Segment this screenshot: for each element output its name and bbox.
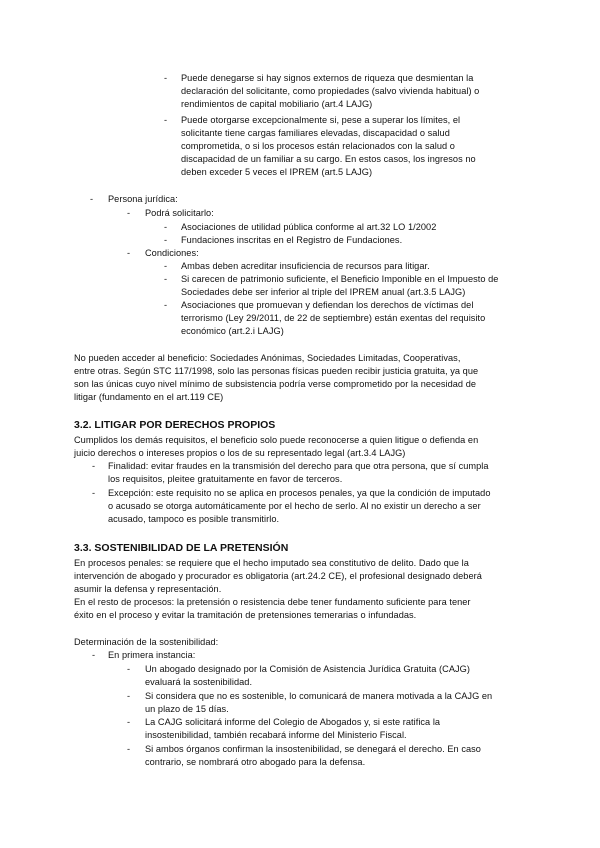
text-line: Puede otorgarse excepcionalmente si, pese a superar los límites, el xyxy=(181,115,461,125)
primera-instancia-label: En primera instancia: xyxy=(108,650,196,660)
text-line: son las únicas cuyo nivel mínimo de subsistencia podría verse comprometido por la necesidad de xyxy=(74,379,477,389)
text-line: rendimientos de capital mobiliario (art.4 LAJG) xyxy=(181,99,373,109)
text-line: Si carecen de patrimonio suficiente, el Beneficio Imponible en el Impuesto de xyxy=(181,274,499,284)
bullet-dash: - xyxy=(127,248,131,258)
text-line: solicitante tiene cargas familiares elevadas, discapacidad o salud xyxy=(181,128,450,138)
determinacion-label: Determinación de la sostenibilidad: xyxy=(74,637,219,647)
text-line: un plazo de 15 días. xyxy=(145,704,229,714)
text-line: Asociaciones que promuevan y defiendan los derechos de víctimas del xyxy=(181,300,474,310)
text-line: litigar (fundamento en el art.119 CE) xyxy=(74,392,224,402)
bullet-dash: - xyxy=(127,691,131,701)
bullet-dash: - xyxy=(164,235,168,245)
text-line: Si considera que no es sostenible, lo comunicará de manera motivada a la CAJG en xyxy=(145,691,493,701)
persona-juridica-label: Persona jurídica: xyxy=(108,194,178,204)
text-line: evaluará la sostenibilidad. xyxy=(145,677,253,687)
bullet-dash: - xyxy=(127,208,131,218)
bullet-dash: - xyxy=(92,461,96,471)
text-line: En procesos penales: se requiere que el hecho imputado sea constitutivo de delito. Dado que la xyxy=(74,558,469,568)
section-heading-3-2: 3.2. LITIGAR POR DERECHOS PROPIOS xyxy=(74,419,276,431)
bullet-dash: - xyxy=(164,115,168,125)
section-heading-3-3: 3.3. SOSTENIBILIDAD DE LA PRETENSIÓN xyxy=(74,542,289,554)
bullet-dash: - xyxy=(164,261,168,271)
text-line: contrario, se nombrará otro abogado para la defensa. xyxy=(145,757,366,767)
bullet-dash: - xyxy=(127,664,131,674)
text-line: Si ambos órganos confirman la insostenibilidad, se denegará el derecho. En caso xyxy=(145,744,481,754)
bullet-dash: - xyxy=(164,222,168,232)
text-line: No pueden acceder al beneficio: Sociedades Anónimas, Sociedades Limitadas, Cooperativas, xyxy=(74,353,461,363)
text-line: éxito en el proceso y evitar la tramitación de pretensiones temerarias o infundadas. xyxy=(74,610,417,620)
text-line: Ambas deben acreditar insuficiencia de recursos para litigar. xyxy=(181,261,430,271)
text-line: insostenibilidad, también recabará informe del Ministerio Fiscal. xyxy=(145,730,407,740)
text-line: declaración del solicitante, como propiedades (salvo vivienda habitual) o xyxy=(181,86,480,96)
text-line: Excepción: este requisito no se aplica en procesos penales, ya que la condición de imputado xyxy=(108,488,491,498)
text-line: entre otras. Según STC 117/1998, solo las personas físicas pueden recibir justicia gratuita, ya que xyxy=(74,366,479,376)
text-line: Finalidad: evitar fraudes en la transmisión del derecho para que otra persona, que sí cumpla xyxy=(108,461,489,471)
text-line: intervención de abogado y procurador es obligatoria (art.24.2 CE), el profesional designado deberá xyxy=(74,571,482,581)
text-line: En el resto de procesos: la pretensión o resistencia debe tener fundamento suficiente para tener xyxy=(74,597,471,607)
text-line: terrorismo (Ley 29/2011, de 22 de septiembre) están exentas del requisito xyxy=(181,313,486,323)
bullet-dash: - xyxy=(127,717,131,727)
bullet-dash: - xyxy=(164,274,168,284)
text-line: Cumplidos los demás requisitos, el beneficio solo puede reconocerse a quien litigue o defienda en xyxy=(74,435,479,445)
text-line: deben exceder 5 veces el IPREM (art.5 LAJG) xyxy=(181,167,373,177)
bullet-dash: - xyxy=(92,488,96,498)
bullet-dash: - xyxy=(164,73,168,83)
podra-label: Podrá solicitarlo: xyxy=(145,208,214,218)
bullet-dash: - xyxy=(164,300,168,310)
text-line: acusado, tampoco es posible transmitirlo. xyxy=(108,514,280,524)
text-line: La CAJG solicitará informe del Colegio de Abogados y, si este ratifica la xyxy=(145,717,441,727)
text-line: Fundaciones inscritas en el Registro de Fundaciones. xyxy=(181,235,403,245)
text-line: o acusado se otorga automáticamente por el hecho de serlo. Al no existir un derecho a ser xyxy=(108,501,481,511)
text-line: Sociedades debe ser inferior al triple del IPREM anual (art.3.5 LAJG) xyxy=(181,287,466,297)
text-line: Asociaciones de utilidad pública conforme al art.32 LO 1/2002 xyxy=(181,222,437,232)
bullet-dash: - xyxy=(90,194,94,204)
text-line: Un abogado designado por la Comisión de Asistencia Jurídica Gratuita (CAJG) xyxy=(145,664,470,674)
bullet-dash: - xyxy=(92,650,96,660)
text-line: juicio derechos o intereses propios o los de su representado legal (art.3.4 LAJG) xyxy=(74,448,406,458)
text-line: económico (art.2.i LAJG) xyxy=(181,326,284,336)
text-line: asumir la defensa y representación. xyxy=(74,584,222,594)
text-line: Puede denegarse si hay signos externos de riqueza que desmientan la xyxy=(181,73,474,83)
text-line: discapacidad de un familiar a su cargo. En estos casos, los ingresos no xyxy=(181,154,476,164)
text-line: los requisitos, pleitee gratuitamente en favor de terceros. xyxy=(108,474,343,484)
condiciones-label: Condiciones: xyxy=(145,248,199,258)
text-line: comprometida, o si los procesos están relacionados con la salud o xyxy=(181,141,455,151)
bullet-dash: - xyxy=(127,744,131,754)
